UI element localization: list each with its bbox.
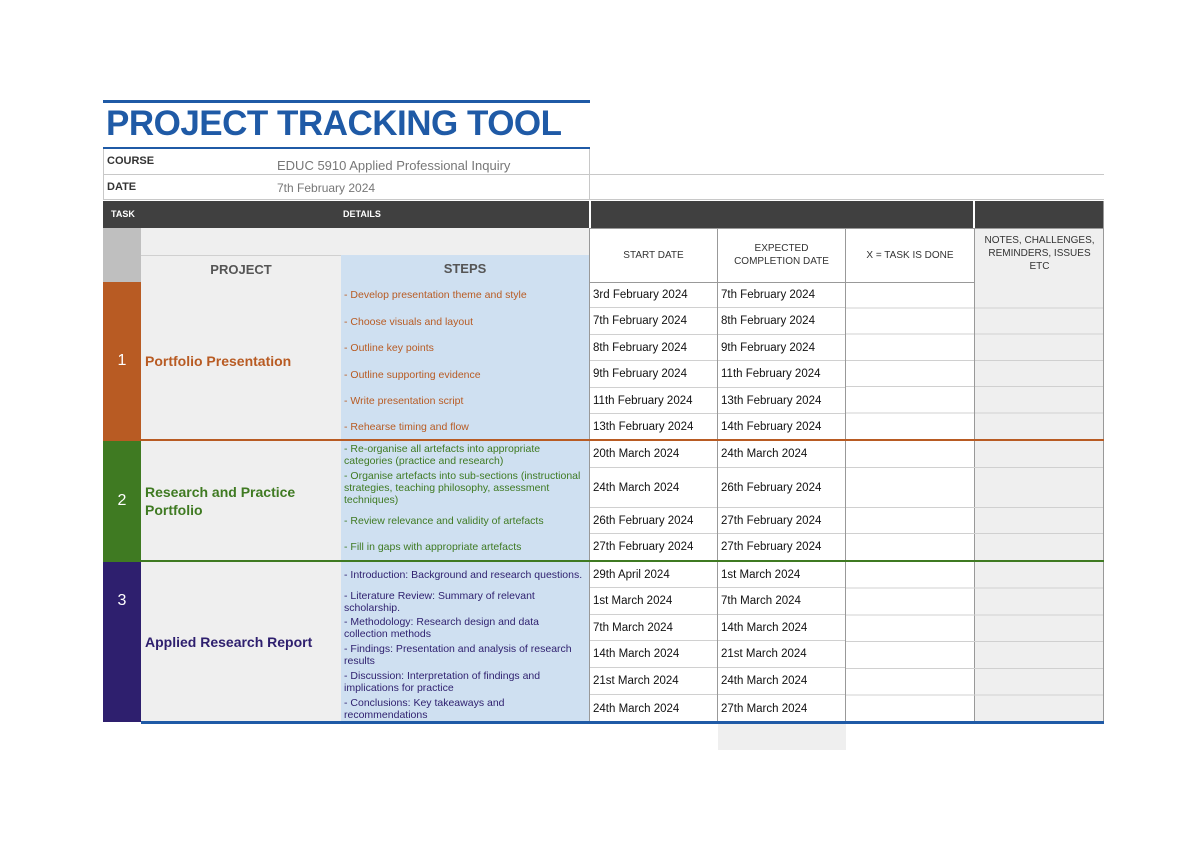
task-number-1: 1 xyxy=(103,282,141,440)
notes-header-line1: NOTES, CHALLENGES, xyxy=(984,235,1095,246)
list-item: - Rehearse timing and flow xyxy=(344,421,469,433)
completion-date-cell[interactable]: 8th February 2024 xyxy=(718,308,845,335)
list-item: - Introduction: Background and research questions. xyxy=(344,569,583,581)
completion-date-cell[interactable]: 14th February 2024 xyxy=(721,421,822,433)
date-label: DATE xyxy=(107,181,137,193)
list-item: - Discussion: Interpretation of findings and implications for practice xyxy=(344,669,541,694)
start-date-cell[interactable]: 27th February 2024 xyxy=(593,541,694,553)
list-item: - Outline key points xyxy=(344,342,434,354)
start-date-cell[interactable]: 3rd February 2024 xyxy=(590,282,717,308)
done-checkbox-cells[interactable] xyxy=(846,282,974,440)
completion-date-cell[interactable]: 9th February 2024 xyxy=(718,335,845,361)
start-date-cell[interactable]: 14th March 2024 xyxy=(590,641,717,668)
completion-date-cell[interactable]: 11th February 2024 xyxy=(718,361,845,388)
table-bottom-rule xyxy=(141,721,1104,724)
notes-header-line3: ETC xyxy=(1029,261,1050,272)
start-date-cell[interactable]: 13th February 2024 xyxy=(593,421,694,433)
list-item: - Re-organise all artefacts into appropriate categories (practice and research) xyxy=(344,442,541,467)
details-header: DETAILS xyxy=(343,209,381,219)
completion-date-cell[interactable]: 13th February 2024 xyxy=(718,388,845,414)
start-date-cell[interactable]: 11th February 2024 xyxy=(590,388,717,414)
start-date-cell[interactable]: 1st March 2024 xyxy=(590,588,717,615)
start-date-header-text: START DATE xyxy=(623,249,684,261)
divider xyxy=(103,149,104,199)
details-spacer-cell xyxy=(141,228,589,255)
task-number-2: 2 xyxy=(103,441,141,560)
completion-date-cell[interactable]: 1st March 2024 xyxy=(718,562,845,588)
table-header-bar xyxy=(103,201,1104,228)
divider xyxy=(103,199,1104,200)
expected-header-line1: EXPECTED xyxy=(754,243,809,254)
completion-date-cell[interactable]: 26th February 2024 xyxy=(718,468,845,508)
start-date-cell[interactable]: 8th February 2024 xyxy=(590,335,717,361)
list-item: - Organise artefacts into sub-sections (instructional strategies, teaching philosophy, assessment techniques) xyxy=(344,470,581,506)
start-date-cell[interactable]: 7th February 2024 xyxy=(590,308,717,335)
list-item: - Fill in gaps with appropriate artefacts xyxy=(344,541,522,553)
start-date-cell[interactable]: 24th March 2024 xyxy=(593,702,680,715)
list-item: - Outline supporting evidence xyxy=(344,368,481,381)
start-date-cell[interactable]: 29th April 2024 xyxy=(590,562,717,588)
task-header: TASK xyxy=(111,209,135,219)
start-date-cell[interactable]: 20th March 2024 xyxy=(590,441,717,468)
start-date-cell[interactable]: 24th March 2024 xyxy=(590,468,717,508)
list-item: - Write presentation script xyxy=(344,395,464,407)
list-item: - Methodology: Research design and data collection methods xyxy=(344,616,539,640)
start-date-cell[interactable]: 9th February 2024 xyxy=(590,361,717,388)
start-date-column-header xyxy=(590,228,717,282)
notes-column-bg xyxy=(975,441,1103,560)
task-number-header-cell xyxy=(103,228,141,282)
divider xyxy=(589,149,590,199)
task-number-3: 3 xyxy=(103,562,141,722)
title-top-rule xyxy=(103,100,590,103)
notes-header-line2: REMINDERS, ISSUES xyxy=(988,248,1091,259)
course-value[interactable]: EDUC 5910 Applied Professional Inquiry xyxy=(277,158,511,173)
completion-date-cell[interactable]: 21st March 2024 xyxy=(718,641,845,668)
project-column-header: PROJECT xyxy=(141,255,341,282)
start-date-cell[interactable]: 26th February 2024 xyxy=(590,508,717,534)
date-value[interactable]: 7th February 2024 xyxy=(277,181,376,195)
divider xyxy=(589,201,591,228)
done-header-text: X = TASK IS DONE xyxy=(866,249,954,261)
done-and-notes-cells[interactable] xyxy=(846,562,1103,722)
done-checkbox-cells[interactable] xyxy=(846,441,974,560)
title-bottom-rule xyxy=(103,147,590,149)
list-item: - Literature Review: Summary of relevant scholarship. xyxy=(344,589,535,614)
divider xyxy=(103,174,1104,175)
project-name-line1: Research and Practice xyxy=(145,483,296,500)
list-item: - Findings: Presentation and analysis of research results xyxy=(344,642,572,667)
completion-date-cell[interactable]: 24th March 2024 xyxy=(718,668,845,695)
completion-date-cell[interactable]: 7th February 2024 xyxy=(718,282,845,308)
project-name-portfolio-presentation: Portfolio Presentation xyxy=(141,282,341,440)
steps-column-header: STEPS xyxy=(341,255,589,282)
divider xyxy=(1103,201,1104,722)
divider xyxy=(973,201,975,228)
expected-header-line2: COMPLETION DATE xyxy=(734,256,829,267)
notes-column-header xyxy=(975,228,1104,282)
notes-cells[interactable] xyxy=(975,282,1103,440)
completion-date-cell[interactable]: 24th March 2024 xyxy=(718,441,845,468)
completion-date-cell[interactable]: 27th February 2024 xyxy=(721,541,822,553)
project-name-line2: Portfolio xyxy=(145,501,203,518)
start-date-cell[interactable]: 21st March 2024 xyxy=(590,668,717,695)
start-date-cell[interactable]: 7th March 2024 xyxy=(590,615,717,641)
list-item: - Choose visuals and layout xyxy=(344,315,473,328)
course-label: COURSE xyxy=(107,155,155,167)
expected-completion-column-header xyxy=(718,228,845,282)
completion-date-cell[interactable]: 27th February 2024 xyxy=(718,508,845,534)
list-item: - Develop presentation theme and style xyxy=(344,289,527,301)
done-column-header xyxy=(846,228,974,282)
empty-cell xyxy=(718,724,846,750)
page-title: PROJECT TRACKING TOOL xyxy=(106,104,562,143)
list-item: - Review relevance and validity of artefacts xyxy=(344,515,544,527)
completion-date-cell[interactable]: 7th March 2024 xyxy=(718,588,845,615)
project-name-research-practice-portfolio xyxy=(141,441,341,560)
completion-date-cell[interactable]: 14th March 2024 xyxy=(718,615,845,641)
completion-date-cell[interactable]: 27th March 2024 xyxy=(721,702,808,715)
list-item: - Conclusions: Key takeaways and recommendations xyxy=(344,696,505,721)
divider xyxy=(589,228,1104,229)
project-name-applied-research-report: Applied Research Report xyxy=(141,562,341,722)
